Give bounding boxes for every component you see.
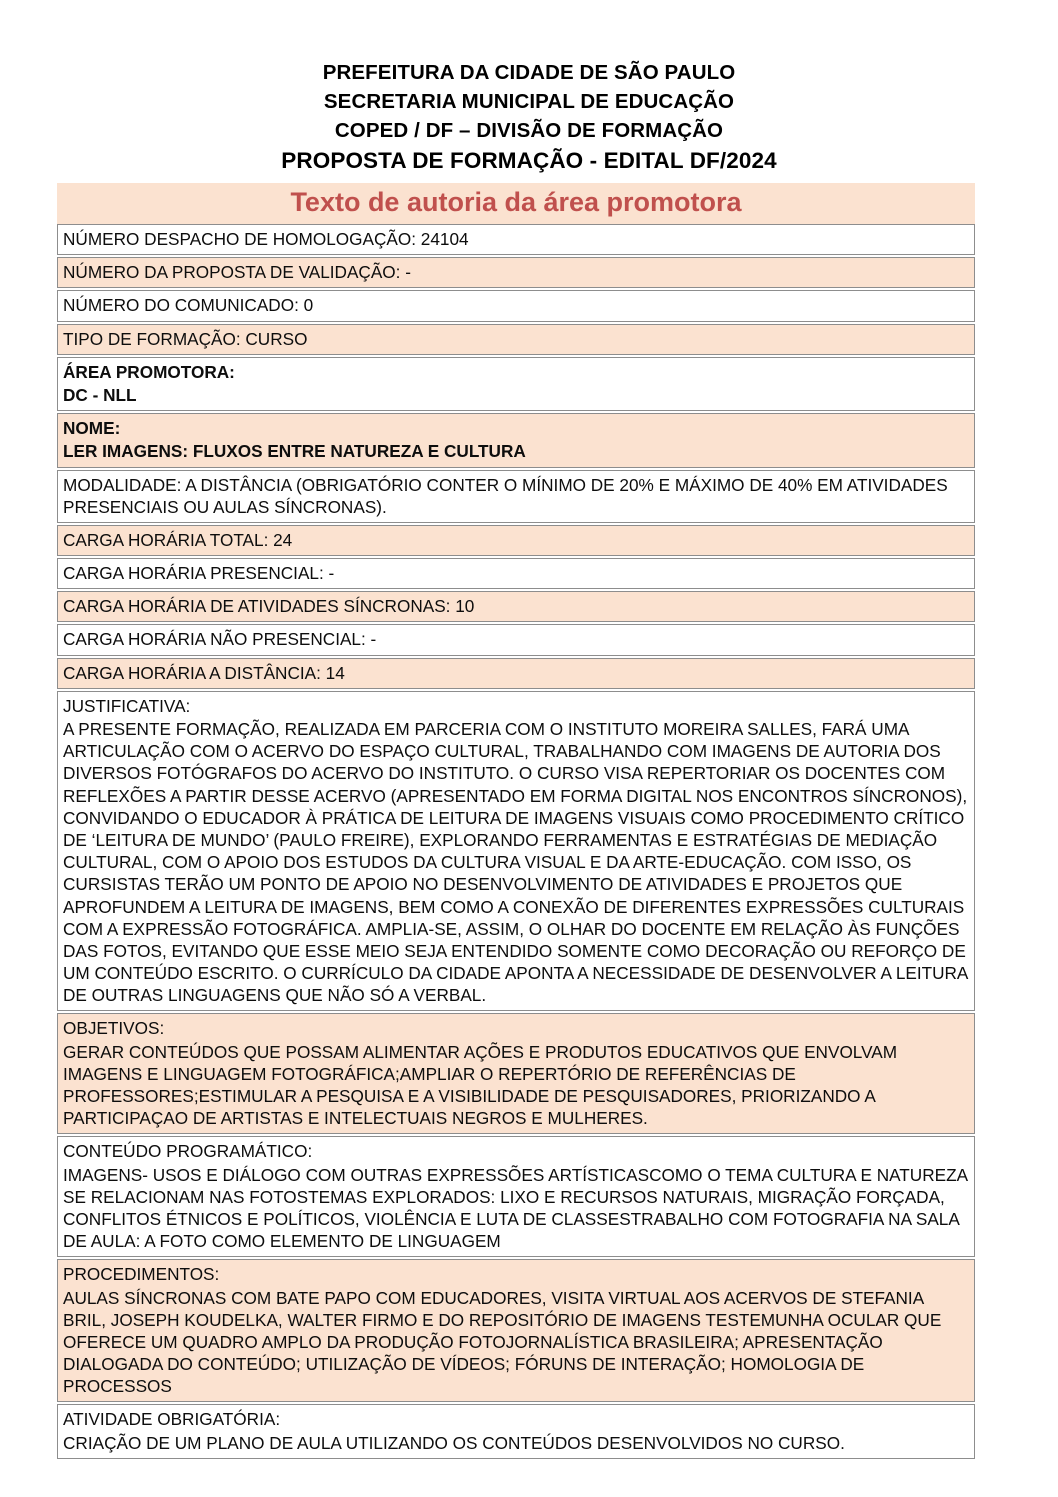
heading-line-prefeitura: PREFEITURA DA CIDADE DE SÃO PAULO [322,61,736,84]
row-carga-horaria-total [57,525,975,556]
value-carga-distancia: CARGA HORÁRIA A DISTÂNCIA: 14 [63,662,345,683]
section-title-banner: Texto de autoria da área promotora [57,183,975,224]
label-objetivos: OBJETIVOS: [63,1018,165,1039]
row-carga-horaria-sincronas [57,591,975,622]
value-objetivos: GERAR CONTEÚDOS QUE POSSAM ALIMENTAR AÇÕES E PRODUTOS EDUCATIVOS QUE ENVOLVAM IMAGENS E LINGUAGEM FOTOGRÁFICA;AMPLIAR O REPERTÓRIO DE REFERÊNCIAS DE PROFESSORES;ESTIMULAR A PESQUISA E A VISIBILIDADE DE PESQUISADORES, PRIORIZANDO A PARTICIPAÇAO DE ARTISTAS E INTELECTUAIS NEGROS E MULHERES. [63,1041,898,1129]
row-numero-despacho-homologacao [57,224,975,255]
row-numero-proposta-validacao [57,257,975,288]
value-carga-presencial: CARGA HORÁRIA PRESENCIAL: - [63,563,335,584]
value-area-promotora: DC - NLL [63,384,137,405]
row-carga-horaria-distancia [57,658,975,689]
value-carga-sincronas: CARGA HORÁRIA DE ATIVIDADES SÍNCRONAS: 10 [63,596,475,617]
value-procedimentos: AULAS SÍNCRONAS COM BATE PAPO COM EDUCADORES, VISITA VIRTUAL AOS ACERVOS DE STEFANIA BRIL, JOSEPH KOUDELKA, WALTER FIRMO E DO REPOSITÓRIO DE IMAGENS TESTEMUNHA OCULAR QUE OFERECE UM QUADRO AMPLO DA PRODUÇÃO FOTOJORNALÍSTICA BRASILEIRA; APRESENTAÇÃO DIALOGADA DO CONTEÚDO; UTILIZAÇÃO DE VÍDEOS; FÓRUNS DE INTERAÇÃO; HOMOLOGIA DE PROCESSOS [63,1287,942,1397]
label-area-promotora: ÁREA PROMOTORA: [63,361,235,382]
label-procedimentos: PROCEDIMENTOS: [63,1264,220,1285]
value-carga-nao-presencial: CARGA HORÁRIA NÃO PRESENCIAL: - [63,629,377,650]
value-justificativa: A PRESENTE FORMAÇÃO, REALIZADA EM PARCERIA COM O INSTITUTO MOREIRA SALLES, FARÁ UMA ARTICULAÇÃO COM O ACERVO DO ESPAÇO CULTURAL, TRABALHANDO COM IMAGENS DE AUTORIA DOS DIVERSOS FOTÓGRAFOS DO ACERVO DO INSTITUTO. O CURSO VISA REPERTORIAR OS DOCENTES COM REFLEXÕES A PARTIR DESSE ACERVO (APRESENTADO EM FORMA DIGITAL NOS ENCONTROS SÍNCRONOS), CONVIDANDO O EDUCADOR À PRÁTICA DE LEITURA DE IMAGENS VISUAIS COMO PROCEDIMENTO CRÍTICO DE ‘LEITURA DE MUNDO’ (PAULO FREIRE), EXPLORANDO FERRAMENTAS E ESTRATÉGIAS DE MEDIAÇÃO CULTURAL, COM O APOIO DOS ESTUDOS DA CULTURA VISUAL E DA ARTE-EDUCAÇÃO. COM ISSO, OS CURSISTAS TERÃO UM PONTO DE APOIO NO DESENVOLVIMENTO DE ATIVIDADES E PROJETOS QUE APROFUNDEM A LEITURA DE IMAGENS, BEM COMO A CONEXÃO DE DIFERENTES EXPRESSÕES CULTURAIS COM A EXPRESSÃO FOTOGRÁFICA. AMPLIA-SE, ASSIM, O OLHAR DO DOCENTE EM RELAÇÃO ÀS FUNÇÕES DAS FOTOS, EVITANDO QUE ESSE MEIO SEJA ENTENDIDO SOMENTE COMO DECORAÇÃO OU REFORÇO DE UM CONTEÚDO ESCRITO. O CURRÍCULO DA CIDADE APONTA A NECESSIDADE DE DESENVOLVER A LEITURA DE OUTRAS LINGUAGENS QUE NÃO SÓ A VERBAL. [63,719,968,1006]
row-modalidade [57,470,975,523]
proposal-form-table [57,183,975,1461]
label-atividade-obrigatoria: ATIVIDADE OBRIGATÓRIA: [63,1409,281,1430]
value-nome: LER IMAGENS: FLUXOS ENTRE NATUREZA E CULTURA [63,441,526,462]
value-atividade-obrigatoria: CRIAÇÃO DE UM PLANO DE AULA UTILIZANDO OS CONTEÚDOS DESENVOLVIDOS NO CURSO. [63,1432,845,1453]
label-nome: NOME: [63,418,121,439]
row-objetivos [57,1013,975,1134]
row-carga-horaria-nao-presencial [57,624,975,655]
row-area-promotora [57,357,975,411]
label-justificativa: JUSTIFICATIVA: [63,695,191,716]
heading-line-secretaria: SECRETARIA MUNICIPAL DE EDUCAÇÃO [323,90,735,114]
row-conteudo-programatico [57,1136,975,1257]
row-carga-horaria-presencial [57,558,975,589]
row-procedimentos [57,1259,975,1402]
row-nome [57,413,975,467]
value-conteudo-programatico: IMAGENS- USOS E DIÁLOGO COM OUTRAS EXPRESSÕES ARTÍSTICASCOMO O TEMA CULTURA E NATUREZA SE RELACIONAM NAS FOTOSTEMAS EXPLORADOS: LIXO E RECURSOS NATURAIS, MIGRAÇÃO FORÇADA, CONFLITOS ÉTNICOS E POLÍTICOS, VIOLÊNCIA E LUTA DE CLASSESTRABALHO COM FOTOGRAFIA NA SALA DE AULA: A FOTO COMO ELEMENTO DE LINGUAGEM [63,1164,968,1252]
document-heading [0,0,1058,177]
row-value-despacho: NÚMERO DESPACHO DE HOMOLOGAÇÃO: 24104 [63,229,469,250]
value-modalidade: MODALIDADE: A DISTÂNCIA (OBRIGATÓRIO CONTER O MÍNIMO DE 20% E MÁXIMO DE 40% EM ATIVIDADES PRESENCIAIS OU AULAS SÍNCRONAS). [63,474,948,517]
row-numero-comunicado [57,290,975,321]
row-value-comunicado: NÚMERO DO COMUNICADO: 0 [63,295,314,316]
value-carga-total: CARGA HORÁRIA TOTAL: 24 [63,529,293,550]
row-value-tipo-formacao: TIPO DE FORMAÇÃO: CURSO [63,328,308,349]
row-value-proposta-validacao: NÚMERO DA PROPOSTA DE VALIDAÇÃO: - [63,262,411,283]
label-conteudo-programatico: CONTEÚDO PROGRAMÁTICO: [63,1141,313,1162]
row-atividade-obrigatoria [57,1404,975,1458]
heading-line-coped: COPED / DF – DIVISÃO DE FORMAÇÃO [334,119,724,143]
row-justificativa [57,691,975,1012]
heading-line-proposta: PROPOSTA DE FORMAÇÃO - EDITAL DF/2024 [281,148,777,174]
row-tipo-formacao [57,324,975,355]
